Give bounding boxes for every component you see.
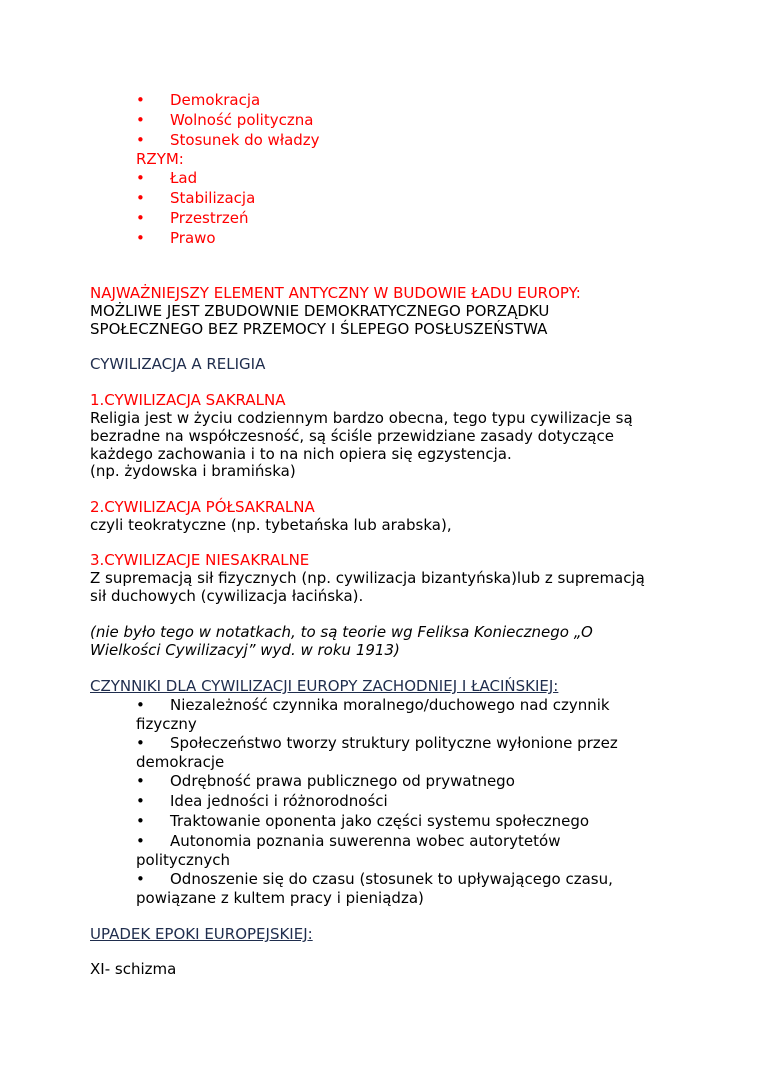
list-item-stabilization: Stabilizacja <box>170 189 256 207</box>
sakralna-text-line: bezradne na współczesność, są ściśle przewidziane zasady dotyczące <box>90 427 614 445</box>
bullet-marker: • <box>136 91 145 109</box>
key-element-line: MOŻLIWE JEST ZBUDOWNIE DEMOKRATYCZNEGO PORZĄDKU <box>90 302 550 320</box>
factor-item: Traktowanie oponenta jako części systemu społecznego <box>170 812 590 830</box>
niesakralne-text-line: Z supremacją sił fizycznych (np. cywilizacja bizantyńska)lub z supremacją <box>90 569 645 587</box>
list-item-democracy: Demokracja <box>170 91 261 109</box>
note-line: Wielkości Cywilizacyj” wyd. w roku 1913) <box>90 641 400 659</box>
bullet-marker: • <box>136 812 145 830</box>
polsakralna-heading: 2.CYWILIZACJA PÓŁSAKRALNA <box>90 498 315 516</box>
list-item-political-freedom: Wolność polityczna <box>170 111 314 129</box>
decline-heading: UPADEK EPOKI EUROPEJSKIEJ: <box>90 925 313 943</box>
rome-heading: RZYM: <box>136 150 184 168</box>
bullet-marker: • <box>136 111 145 129</box>
list-item-space: Przestrzeń <box>170 209 249 227</box>
section-title: CYWILIZACJA A RELIGIA <box>90 355 266 373</box>
factor-item: Idea jedności i różnorodności <box>170 792 388 810</box>
bullet-marker: • <box>136 734 145 752</box>
factor-item: Niezależność czynnika moralnego/duchowego nad czynnik <box>170 696 610 714</box>
niesakralne-text-line: sił duchowych (cywilizacja łacińska). <box>90 587 364 605</box>
list-item-order: Ład <box>170 169 198 187</box>
bullet-marker: • <box>136 209 145 227</box>
factor-item: Autonomia poznania suwerenna wobec autorytetów <box>170 832 561 850</box>
factor-item: Społeczeństwo tworzy struktury polityczne wyłonione przez <box>170 734 618 752</box>
factor-item: Odnoszenie się do czasu (stosunek to upływającego czasu, <box>170 870 613 888</box>
bullet-marker: • <box>136 229 145 247</box>
decline-item: XI- schizma <box>90 960 177 978</box>
factor-item-continuation: politycznych <box>136 851 231 869</box>
sakralna-text-line: Religia jest w życiu codziennym bardzo obecna, tego typu cywilizacje są <box>90 409 633 427</box>
bullet-marker: • <box>136 792 145 810</box>
bullet-marker: • <box>136 832 145 850</box>
niesakralne-heading: 3.CYWILIZACJE NIESAKRALNE <box>90 551 310 569</box>
factor-item-continuation: fizyczny <box>136 715 197 733</box>
sakralna-text-line: (np. żydowska i bramińska) <box>90 462 296 480</box>
polsakralna-text-line: czyli teokratyczne (np. tybetańska lub arabska), <box>90 516 452 534</box>
factor-item: Odrębność prawa publicznego od prywatnego <box>170 772 515 790</box>
key-element-heading: NAJWAŻNIEJSZY ELEMENT ANTYCZNY W BUDOWIE ŁADU EUROPY: <box>90 284 581 302</box>
factor-item-continuation: demokracje <box>136 753 225 771</box>
bullet-marker: • <box>136 131 145 149</box>
list-item-attitude-to-power: Stosunek do władzy <box>170 131 320 149</box>
bullet-marker: • <box>136 870 145 888</box>
sakralna-text-line: każdego zachowania i to na nich opiera się egzystencja. <box>90 445 512 463</box>
key-element-line: SPOŁECZNEGO BEZ PRZEMOCY I ŚLEPEGO POSŁUSZEŃSTWA <box>90 320 548 338</box>
bullet-marker: • <box>136 169 145 187</box>
factors-heading: CZYNNIKI DLA CYWILIZACJI EUROPY ZACHODNIEJ I ŁACIŃSKIEJ: <box>90 677 559 695</box>
bullet-marker: • <box>136 696 145 714</box>
factor-item-continuation: powiązane z kultem pracy i pieniądza) <box>136 889 424 907</box>
sakralna-heading: 1.CYWILIZACJA SAKRALNA <box>90 391 286 409</box>
list-item-law: Prawo <box>170 229 216 247</box>
bullet-marker: • <box>136 772 145 790</box>
bullet-marker: • <box>136 189 145 207</box>
note-line: (nie było tego w notatkach, to są teorie wg Feliksa Koniecznego „O <box>90 623 593 641</box>
